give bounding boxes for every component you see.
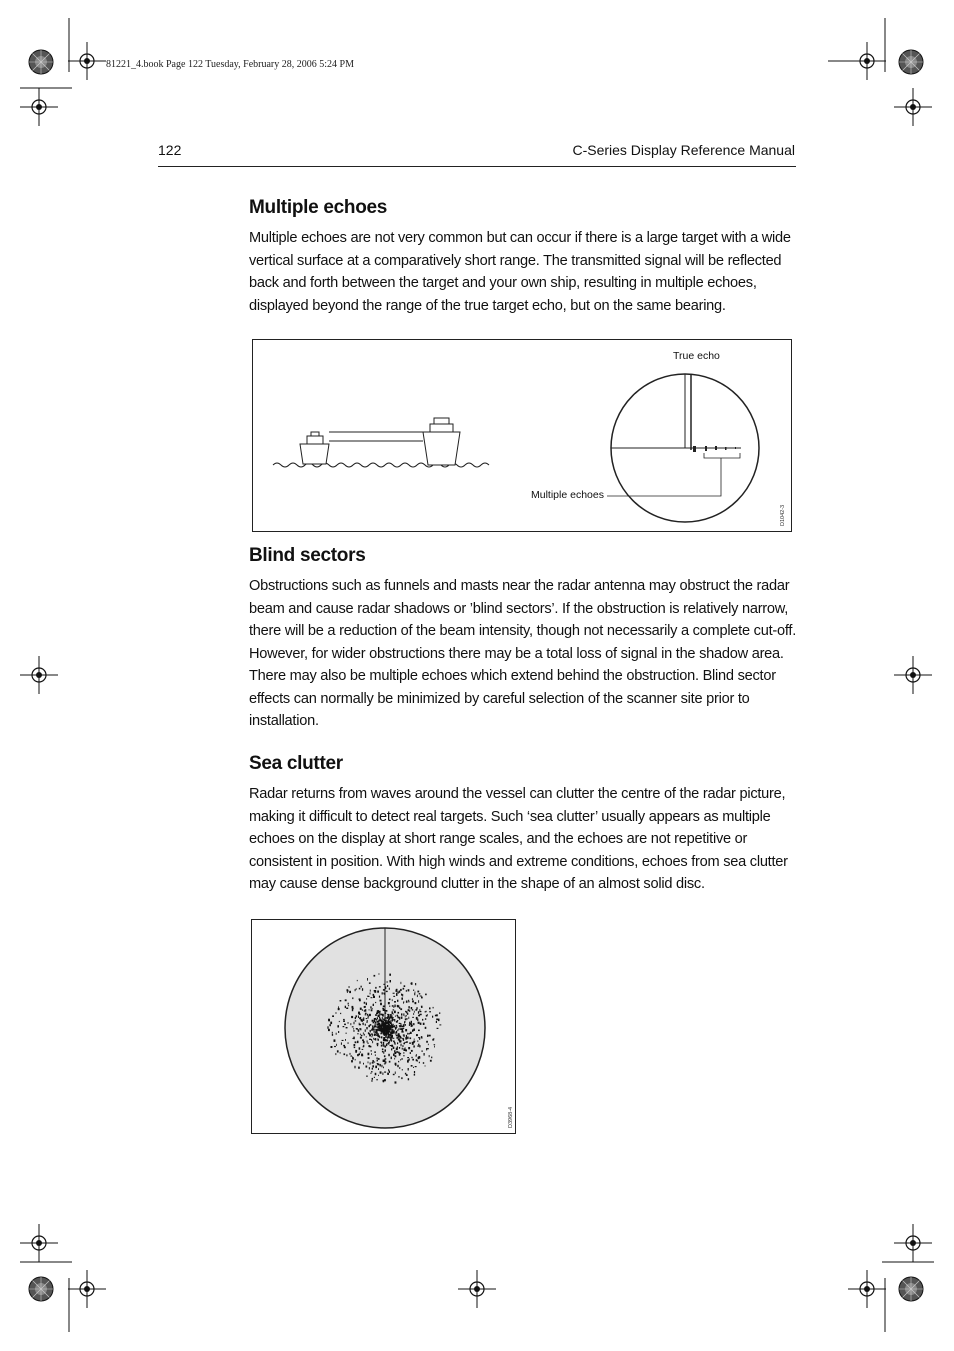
section-text-sea-clutter: Radar returns from waves around the vessel can clutter the centre of the radar picture, making it difficult to detect real targets. Such ‘sea clutter’ usually appears as multiple echoes on the display at short range scales, and the echoes are not repetitive or consistent in position. With high winds and extreme conditions, echoes from sea clutter may cause dense background clutter in the shape of an almost solid disc. (249, 786, 788, 892)
section-title-sea-clutter: Sea clutter (249, 753, 343, 774)
multiple-echo-mark-2 (715, 446, 717, 450)
multiple-echo-mark-4 (735, 447, 736, 449)
registration-cross-mid-right (894, 656, 932, 694)
running-title: C-Series Display Reference Manual (572, 142, 795, 158)
section-text-blind-sectors: Obstructions such as funnels and masts near the radar antenna may obstruct the radar beam and cause radar shadows or ’blind sectors’. If the obstruction is relatively narrow, there will be a reduction of the beam intensity, though not necessarily a complete cut-off. However, for wider obstructions there may be a total loss of signal in the shadow area. There may also be multiple echoes which extend behind the obstruction. Blind sector effects can normally be minimized by careful selection of the scanner site prior to installation. (249, 578, 796, 729)
registration-cross-mid-left (20, 656, 58, 694)
registration-cross-top-left-2 (20, 88, 58, 126)
multiple-echo-mark-3 (725, 447, 727, 450)
section-title-multiple-echoes: Multiple echoes (249, 197, 388, 218)
registration-star-bottom-left (29, 1277, 53, 1301)
multiple-echo-mark-1 (705, 446, 707, 451)
registration-cross-bottom-left-2 (68, 1270, 106, 1308)
label-true-echo: True echo (673, 350, 720, 362)
registration-cross-bottom-center (458, 1270, 496, 1308)
registration-cross-bottom-left (20, 1224, 58, 1262)
page-number: 122 (158, 142, 182, 158)
registration-cross-bottom-right-2 (848, 1270, 886, 1308)
own-ship-icon (300, 432, 329, 464)
registration-star-top-right (899, 50, 923, 74)
registration-cross-top-left (68, 42, 106, 80)
print-slug-line: 81221_4.book Page 122 Tuesday, February 28, 2006 5:24 PM (106, 59, 354, 70)
registration-star-top-left (29, 50, 53, 74)
sea-clutter-diagram (252, 920, 517, 1135)
registration-cross-bottom-right (894, 1224, 932, 1262)
section-text-multiple-echoes: Multiple echoes are not very common but can occur if there is a large target with a wide vertical surface at a comparatively short range. The transmitted signal will be reflected back and forth between the target and your own ship, resulting in multiple echoes, displayed beyond the range of the true target echo, but on the same bearing. (249, 230, 791, 314)
header-rule (158, 166, 796, 167)
target-ship-icon (423, 418, 460, 465)
true-echo-mark (693, 446, 696, 452)
registration-cross-top-right-2 (894, 88, 932, 126)
registration-cross-top-right (848, 42, 886, 80)
section-title-blind-sectors: Blind sectors (249, 545, 366, 566)
multiple-echoes-diagram (253, 340, 793, 533)
registration-star-bottom-right (899, 1277, 923, 1301)
figure-code: D1042-3 (780, 504, 786, 526)
label-multiple-echoes: Multiple echoes (531, 489, 604, 501)
figure-sea-clutter (251, 919, 516, 1134)
figure-multiple-echoes (252, 339, 792, 532)
figure-code: D3968-4 (508, 1106, 514, 1128)
